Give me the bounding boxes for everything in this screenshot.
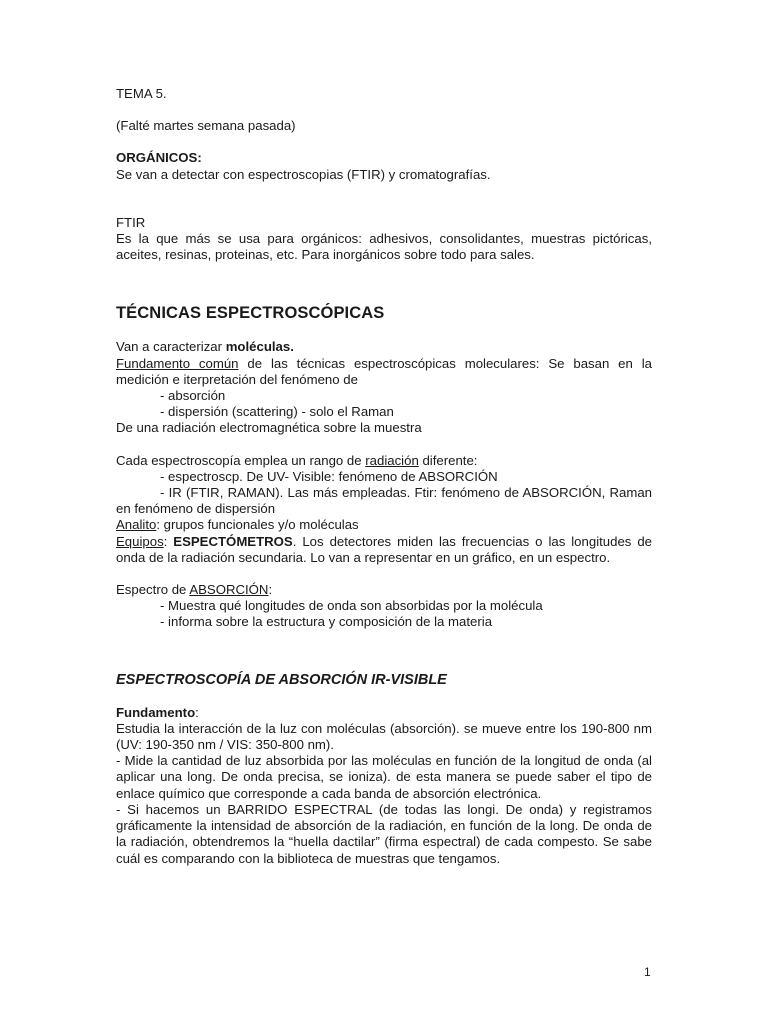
ftir-title: FTIR [116, 214, 146, 230]
page-number: 1 [644, 965, 651, 979]
fundamento-title: Fundamento: [116, 704, 199, 720]
estudia-paragraph: Estudia la interacción de la luz con moléculas (absorción). se mueve entre los 190-800 nm (UV: 190-350 nm / VIS: 350-800 nm). [116, 720, 652, 753]
note-line: (Falté martes semana pasada) [116, 118, 296, 134]
list-item-uv: - espectroscp. De UV- Visible: fenómeno de ABSORCIÓN [160, 468, 498, 484]
fundamento-comun-paragraph: Fundamento común de las técnicas espectroscópicas moleculares: Se basan en la medición e iterpretación del fenómeno de [116, 355, 652, 387]
barrido-paragraph: - Si hacemos un BARRIDO ESPECTRAL (de todas las longi. De onda) y registramos gráficamente la intensidad de absorción de la radiación, en función de la long. De onda de la radiación, obtendremos la “huella dactilar” (firma espectral) de cada compesto. Se sabe cuál es comparando con la biblioteca de muestras que tengamos. [116, 801, 652, 866]
list-item-absorcion: - absorción [160, 388, 226, 404]
list-item-muestra: - Muestra qué longitudes de onda son absorbidas por la molécula [160, 598, 543, 614]
caracterizar-line: Van a caracterizar moléculas. [116, 339, 294, 355]
rango-line: Cada espectroscopía emplea un rango de radiación diferente: [116, 452, 478, 468]
tema-title: TEMA 5. [116, 86, 167, 101]
espectro-line: Espectro de ABSORCIÓN: [116, 582, 273, 598]
list-item-informa: - informa sobre la estructura y composición de la materia [160, 614, 493, 630]
absorcion-heading: ESPECTROSCOPÍA DE ABSORCIÓN IR-VISIBLE [116, 671, 447, 688]
ftir-text: Es la que más se usa para orgánicos: adhesivos, consolidantes, muestras pictóricas, aceites, resinas, proteinas, etc. Para inorgánicos sobre todo para sales. [116, 231, 652, 263]
document-body [116, 86, 652, 867]
mide-paragraph: - Mide la cantidad de luz absorbida por las moléculas en función de la longitud de onda (al aplicar una long. De onda precisa, se ioniza). de esta manera se puede saber el tipo de enlace químico que corresponde a cada banda de absorción electrónica. [116, 753, 652, 801]
list-item-ir: - IR (FTIR, RAMAN). Las más empleadas. Ftir: fenómeno de ABSORCIÓN, Raman en fenómeno de dispersión [116, 485, 652, 517]
list-item-dispersion: - dispersión (scattering) - solo el Raman [160, 404, 394, 420]
equipos-paragraph: Equipos: ESPECTÓMETROS. Los detectores miden las frecuencias o las longitudes de onda de la radiación secundaria. Lo van a representar en un gráfico, en un espectro. [116, 533, 652, 565]
radiacion-line: De una radiación electromagnética sobre la muestra [116, 420, 422, 436]
tecnicas-heading: TÉCNICAS ESPECTROSCÓPICAS [116, 304, 385, 323]
analito-line: Analito: grupos funcionales y/o moléculas [116, 517, 359, 533]
organicos-title: ORGÁNICOS: [116, 150, 202, 166]
organicos-text: Se van a detectar con espectroscopias (FTIR) y cromatografías. [116, 166, 491, 182]
